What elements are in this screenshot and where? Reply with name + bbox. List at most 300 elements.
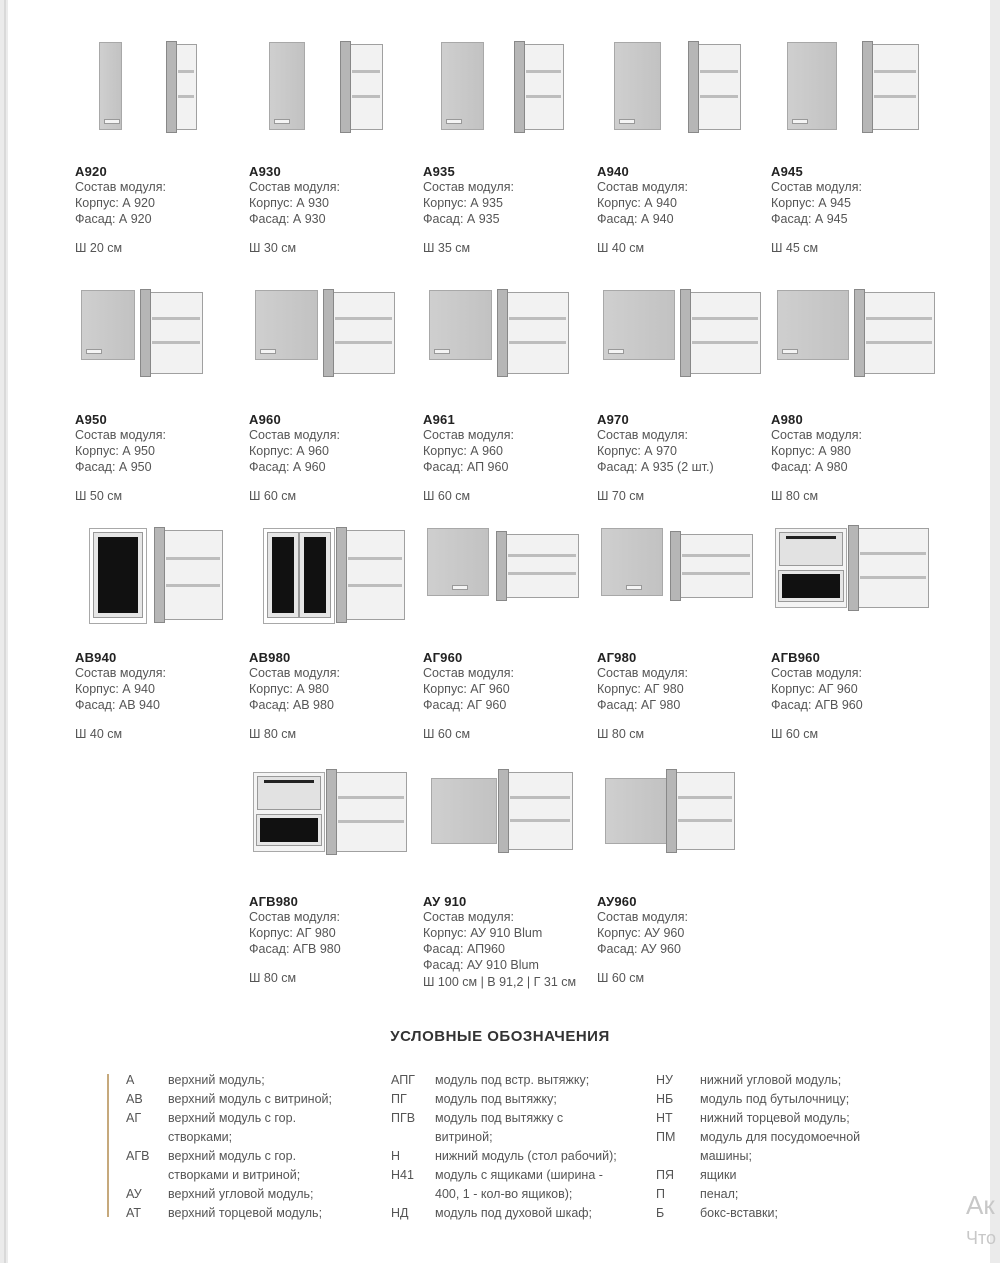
legend-text: модуль под встр. вытяжку; [435,1073,590,1087]
module-size: Ш 30 см [249,241,297,255]
module-spec-line: Корпус: А 930 [249,196,329,210]
module-code: АГВ960 [771,650,821,665]
handle-icon [104,119,120,124]
module-spec-line: Состав модуля: [597,910,688,924]
legend-text: нижний угловой модуль; [700,1073,842,1087]
module-spec-line: Фасад: АГВ 960 [771,698,863,712]
legend-column-2 [391,1071,656,1223]
legend-abbr: Б [656,1206,665,1220]
shelf-illustration [166,584,220,587]
shelf-illustration [860,576,926,579]
open-door-illustration [498,769,509,853]
edge-text-1: Ак [966,1190,995,1220]
shelf-illustration [352,95,380,98]
cabinet-open-illustration [689,292,761,374]
cabinet-closed-illustration [787,42,837,130]
open-door-illustration [323,289,334,377]
legend-text: 400, 1 - кол-во ящиков); [435,1187,573,1201]
legend-abbr: НТ [656,1111,673,1125]
module-spec-line: Состав модуля: [249,910,340,924]
module-code: АГВ980 [249,894,299,909]
module-spec-line: Фасад: А 940 [597,212,674,226]
module-spec-line: Корпус: А 950 [75,444,155,458]
module-spec-line: Состав модуля: [771,666,862,680]
cabinet-open-illustration [175,44,197,130]
module-spec-line: Состав модуля: [249,666,340,680]
shelf-illustration [338,820,404,823]
shelf-illustration [352,70,380,73]
module-size: Ш 60 см [249,489,297,503]
cabinet-closed-illustration [253,772,325,852]
module-spec-line: Корпус: А 945 [771,196,851,210]
legend-abbr: НУ [656,1073,673,1087]
module-size: Ш 60 см [771,727,819,741]
module-code: АГ980 [597,650,637,665]
cabinet-closed-illustration [89,528,147,624]
handle-icon [260,349,276,354]
open-door-illustration [670,531,681,601]
module-spec-line: Состав модуля: [75,666,166,680]
shelf-illustration [508,554,576,557]
module-illustration [75,38,245,156]
open-door-illustration [514,41,525,133]
module-size: Ш 80 см [249,727,297,741]
module-spec-line: Фасад: АУ 960 [597,942,681,956]
legend-row [656,1128,916,1147]
module-spec-line: Корпус: А 960 [249,444,329,458]
legend-abbr: АГВ [126,1149,150,1163]
module-code: A920 [75,164,107,179]
handle-icon [619,119,635,124]
shelf-illustration [866,341,932,344]
module-spec-line: Корпус: А 935 [423,196,503,210]
shelf-illustration [510,796,570,799]
module-size: Ш 35 см [423,241,471,255]
module-spec-line: Фасад: А 935 [423,212,500,226]
module-spec-line: Фасад: А 920 [75,212,152,226]
module-code: A940 [597,164,629,179]
open-door-illustration [154,527,165,623]
legend-column-3 [656,1071,916,1223]
open-door-illustration [862,41,873,133]
module-spec-line: Корпус: А 960 [423,444,503,458]
cabinet-open-illustration [505,534,579,598]
module-card [423,768,593,989]
shelf-illustration [526,70,561,73]
legend-text: створками; [168,1130,233,1144]
module-illustration [771,38,941,156]
module-size: Ш 60 см [597,971,645,985]
module-spec-line: Состав модуля: [771,180,862,194]
legend-text: модуль под бутылочницу; [700,1092,850,1106]
legend-row [126,1090,386,1109]
module-spec-line: Фасад: АГ 960 [423,698,507,712]
shelf-illustration [874,95,916,98]
shelf-illustration [700,95,738,98]
module-card [597,286,767,503]
legend-abbr: НД [391,1206,409,1220]
legend-abbr: ПМ [656,1130,676,1144]
edge-text-2: Что [966,1228,997,1248]
module-card [597,524,767,741]
legend-row [126,1166,386,1185]
module-illustration [597,768,767,886]
module-spec-line: Корпус: АГ 980 [597,682,684,696]
legend-abbr: АВ [126,1092,143,1106]
module-size: Ш 60 см [423,489,471,503]
legend-abbr: А [126,1073,135,1087]
legend-abbr: НБ [656,1092,674,1106]
module-spec-line: Состав модуля: [75,428,166,442]
shelf-illustration [692,341,758,344]
cabinet-open-illustration [507,772,573,850]
module-size: Ш 100 см | В 91,2 | Г 31 см [423,975,577,989]
shelf-illustration [178,95,194,98]
cabinet-open-illustration [349,44,383,130]
shelf-illustration [509,317,566,320]
legend-title: УСЛОВНЫЕ ОБОЗНАЧЕНИЯ [390,1028,610,1045]
module-card [771,286,941,503]
module-spec-line: Фасад: А 930 [249,212,326,226]
handle-icon [782,349,798,354]
module-card [597,38,767,255]
module-size: Ш 60 см [423,727,471,741]
module-code: A980 [771,412,803,427]
module-spec-line: Фасад: АГ 980 [597,698,681,712]
cabinet-open-illustration [506,292,569,374]
module-code: A945 [771,164,803,179]
shelf-illustration [860,552,926,555]
module-spec-line: Корпус: А 940 [597,196,677,210]
open-door-illustration [848,525,859,611]
module-code: A961 [423,412,455,427]
module-spec-line: Корпус: А 920 [75,196,155,210]
legend-text: створками и витриной; [168,1168,301,1182]
cabinet-closed-illustration [255,290,318,360]
legend-row [126,1128,386,1147]
shelf-illustration [509,341,566,344]
open-door-illustration [666,769,677,853]
module-spec-line: Состав модуля: [423,428,514,442]
open-door-illustration [496,531,507,601]
legend-divider [107,1074,109,1217]
legend-text: модуль для посудомоечной [700,1130,861,1144]
handle-icon [446,119,462,124]
legend-row [656,1071,916,1090]
lift-door-illustration [257,776,321,810]
module-illustration [249,286,419,404]
module-spec-line: Фасад: А 960 [249,460,326,474]
module-code: AB940 [75,650,117,665]
module-card [249,286,419,503]
legend-row [656,1109,916,1128]
module-spec-line: Корпус: А 970 [597,444,677,458]
glass-door-illustration [300,533,330,617]
module-size: Ш 40 см [75,727,123,741]
module-illustration [423,768,593,886]
shelf-illustration [335,317,392,320]
open-door-illustration [680,289,691,377]
module-spec-line: Корпус: АГ 960 [771,682,858,696]
legend-row [391,1090,656,1109]
cabinet-open-illustration [163,530,223,620]
shelf-illustration [178,70,194,73]
module-card [75,286,245,503]
open-door-illustration [688,41,699,133]
module-spec-line: Корпус: АГ 960 [423,682,510,696]
cabinet-open-illustration [332,292,395,374]
legend-row [391,1128,656,1147]
shelf-illustration [510,819,570,822]
shelf-illustration [348,584,402,587]
legend-row [391,1147,656,1166]
handle-icon [274,119,290,124]
module-spec-line: Состав модуля: [597,180,688,194]
shelf-illustration [508,572,576,575]
open-door-illustration [854,289,865,377]
legend-text: модуль под вытяжку с [435,1111,564,1125]
glass-door-illustration [268,533,298,617]
cabinet-open-illustration [675,772,735,850]
module-spec-line: Состав модуля: [423,666,514,680]
cabinet-open-illustration [345,530,405,620]
cabinet-open-illustration [863,292,935,374]
module-spec-line: Корпус: АУ 960 [597,926,685,940]
legend-row [126,1147,386,1166]
module-illustration [771,524,941,642]
cabinet-open-illustration [523,44,564,130]
module-code: АГ960 [423,650,463,665]
shelf-illustration [152,341,200,344]
module-illustration [75,524,245,642]
module-size: Ш 80 см [597,727,645,741]
legend-text: верхний угловой модуль; [168,1187,314,1201]
cabinet-open-illustration [679,534,753,598]
module-code: A970 [597,412,629,427]
shelf-illustration [678,796,732,799]
cabinet-closed-illustration [429,290,492,360]
cabinet-closed-illustration [614,42,661,130]
module-spec-line: Фасад: АП960 [423,942,505,956]
legend-text: верхний торцевой модуль; [168,1206,323,1220]
legend-text: ящики [700,1168,737,1182]
module-spec-line: Состав модуля: [771,428,862,442]
shelf-illustration [866,317,932,320]
legend-text: верхний модуль с гор. [168,1111,297,1125]
legend-text: нижний модуль (стол рабочий); [435,1149,617,1163]
legend-row [391,1071,656,1090]
module-card [771,524,941,741]
shelf-illustration [526,95,561,98]
glass-door-illustration [94,533,142,617]
cabinet-closed-illustration [605,778,667,844]
legend-row [656,1166,916,1185]
cabinet-closed-illustration [777,290,849,360]
legend-text: модуль под духовой шкаф; [435,1206,593,1220]
legend-row [391,1166,656,1185]
module-spec-line: Фасад: А 935 (2 шт.) [597,460,714,474]
legend-text: модуль с ящиками (ширина - [435,1168,603,1182]
legend-abbr: Н41 [391,1168,414,1182]
cabinet-closed-illustration [603,290,675,360]
module-illustration [249,768,419,886]
shelf-illustration [166,557,220,560]
cabinet-closed-illustration [427,528,489,596]
handle-icon [608,349,624,354]
legend-row [656,1185,916,1204]
shelf-illustration [700,70,738,73]
module-card [597,768,767,985]
module-illustration [771,286,941,404]
open-door-illustration [497,289,508,377]
module-code: A935 [423,164,455,179]
legend-row [656,1090,916,1109]
legend-row [391,1109,656,1128]
legend-text: верхний модуль; [168,1073,265,1087]
legend-abbr: ПЯ [656,1168,675,1182]
module-card [423,38,593,255]
module-card [423,524,593,741]
cabinet-closed-illustration [99,42,122,130]
legend-text: машины; [700,1149,752,1163]
module-spec-line: Корпус: А 940 [75,682,155,696]
cabinet-closed-illustration [601,528,663,596]
legend-row [391,1204,656,1223]
legend-text: модуль под вытяжку; [435,1092,557,1106]
legend-abbr: АУ [126,1187,142,1201]
shelf-illustration [682,572,750,575]
module-illustration [249,38,419,156]
legend-text: нижний торцевой модуль; [700,1111,850,1125]
legend-text: бокс-вставки; [700,1206,778,1220]
module-spec-line: Состав модуля: [75,180,166,194]
module-card [75,524,245,741]
module-spec-line: Фасад: АГВ 980 [249,942,341,956]
shelf-illustration [335,341,392,344]
cabinet-closed-illustration [263,528,335,624]
module-size: Ш 80 см [771,489,819,503]
module-size: Ш 45 см [771,241,819,255]
cabinet-open-illustration [149,292,203,374]
handle-icon [626,585,642,590]
module-spec-line: Корпус: АГ 980 [249,926,336,940]
module-size: Ш 40 см [597,241,645,255]
module-card [249,524,419,741]
module-illustration [597,286,767,404]
handle-icon [792,119,808,124]
module-spec-line: Состав модуля: [249,428,340,442]
lift-door-illustration [779,532,843,566]
legend-abbr: АГ [126,1111,142,1125]
cabinet-closed-illustration [431,778,497,844]
module-size: Ш 70 см [597,489,645,503]
handle-icon [434,349,450,354]
open-door-illustration [336,527,347,623]
legend-text: верхний модуль с витриной; [168,1092,332,1106]
cabinet-open-illustration [871,44,919,130]
handle-icon [786,536,836,539]
legend-text: витриной; [435,1130,493,1144]
legend-row [656,1204,916,1223]
module-spec-line: Фасад: АУ 910 Blum [423,958,539,972]
module-illustration [423,524,593,642]
module-illustration [423,38,593,156]
module-spec-line: Фасад: АВ 980 [249,698,334,712]
legend-row [391,1185,656,1204]
module-code: AB980 [249,650,291,665]
module-spec-line: Состав модуля: [423,180,514,194]
page-edge [4,0,6,1263]
handle-icon [452,585,468,590]
module-spec-line: Фасад: АВ 940 [75,698,160,712]
glass-door-illustration [779,571,843,601]
module-code: A960 [249,412,281,427]
module-card [249,768,419,985]
legend-column-1 [126,1071,386,1223]
module-spec-line: Корпус: А 980 [249,682,329,696]
legend-row [126,1109,386,1128]
cabinet-open-illustration [335,772,407,852]
module-size: Ш 20 см [75,241,123,255]
module-spec-line: Фасад: АП 960 [423,460,509,474]
module-code: АУ 910 [423,894,467,909]
module-illustration [597,38,767,156]
module-card [75,38,245,255]
cabinet-closed-illustration [775,528,847,608]
module-spec-line: Корпус: А 980 [771,444,851,458]
cabinet-closed-illustration [269,42,305,130]
module-illustration [597,524,767,642]
module-code: A950 [75,412,107,427]
legend-text: пенал; [700,1187,739,1201]
module-code: АУ960 [597,894,637,909]
module-code: A930 [249,164,281,179]
handle-icon [86,349,102,354]
cabinet-open-illustration [857,528,929,608]
module-card [771,38,941,255]
legend-abbr: П [656,1187,665,1201]
module-illustration [249,524,419,642]
module-size: Ш 50 см [75,489,123,503]
module-spec-line: Состав модуля: [597,666,688,680]
open-door-illustration [166,41,177,133]
module-spec-line: Корпус: АУ 910 Blum [423,926,543,940]
module-card [249,38,419,255]
legend-abbr: ПГВ [391,1111,416,1125]
shelf-illustration [874,70,916,73]
shelf-illustration [152,317,200,320]
legend-row [126,1185,386,1204]
open-door-illustration [326,769,337,855]
shelf-illustration [348,557,402,560]
shelf-illustration [338,796,404,799]
cabinet-open-illustration [697,44,741,130]
legend-row [656,1147,916,1166]
module-spec-line: Фасад: А 950 [75,460,152,474]
legend-abbr: ПГ [391,1092,407,1106]
glass-door-illustration [257,815,321,845]
legend-abbr: Н [391,1149,401,1163]
open-door-illustration [140,289,151,377]
shelf-illustration [692,317,758,320]
legend-text: верхний модуль с гор. [168,1149,297,1163]
module-spec-line: Фасад: А 945 [771,212,848,226]
module-size: Ш 80 см [249,971,297,985]
module-spec-line: Состав модуля: [597,428,688,442]
module-spec-line: Фасад: А 980 [771,460,848,474]
legend-row [126,1071,386,1090]
module-illustration [423,286,593,404]
